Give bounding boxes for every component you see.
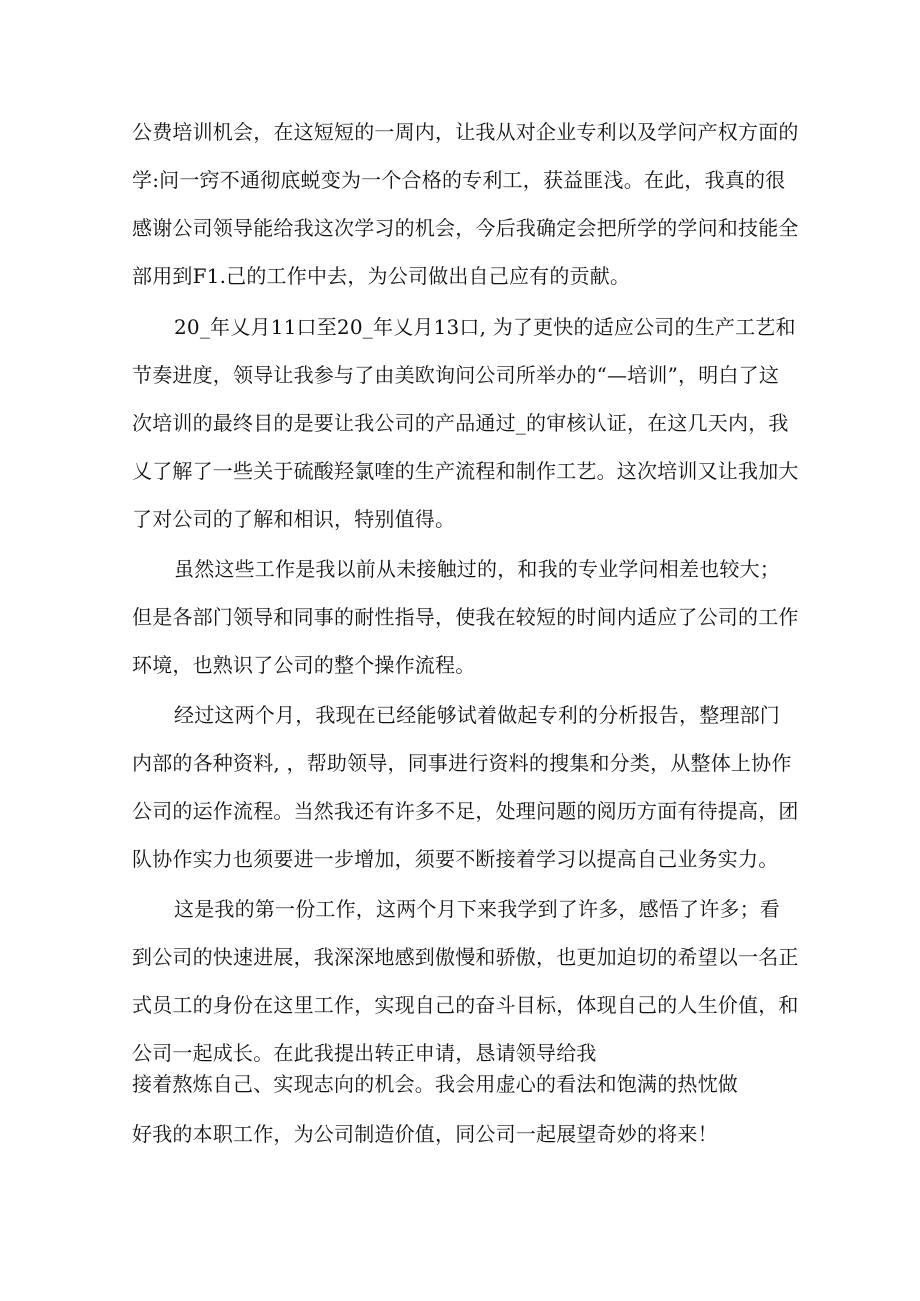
paragraph-line: 乂了解了一些关于硫酸羟氯喹的生产流程和制作工艺。这次培训又让我加大	[132, 459, 799, 483]
paragraph-line: 部用到F1.己的工作中去，为公司做出自己应有的贡献。	[132, 264, 631, 288]
paragraph-line: 公司一起成长。在此我提出转正申请，恳请领导给我	[132, 1041, 597, 1065]
paragraph-line: 接着熬炼自己、实现志向的机会。我会用虚心的看法和饱满的热忱做	[132, 1072, 738, 1096]
paragraph-line: 经过这两个月，我现在已经能够试着做起专利的分析报告，整理部门	[174, 703, 780, 727]
paragraph-line: 好我的本职工作，为公司制造价值，同公司一起展望奇妙的将来！	[132, 1122, 718, 1146]
paragraph-line: 20_年乂月11口至20_年乂月13口, 为了更快的适应公司的生产工艺和	[174, 315, 796, 339]
paragraph-line: 节奏进度，领导让我参与了由美欧询问公司所举办的“—培训”，明白了这	[132, 363, 780, 387]
paragraph-line: 学:问一窍不通彻底蜕变为一个合格的专利工，获益匪浅。在此，我真的很	[132, 168, 786, 192]
paragraph-line: 这是我的第一份工作，这两个月下来我学到了许多，感悟了许多；看	[174, 897, 780, 921]
paragraph-line: 但是各部门领导和同事的耐性指导，使我在较短的时间内适应了公司的工作	[132, 605, 799, 629]
paragraph-line: 式员工的身份在这里工作，实现自己的奋斗目标，体现自己的人生价值，和	[132, 993, 799, 1017]
paragraph-line: 环境，也熟识了公司的整个操作流程。	[132, 653, 476, 677]
paragraph-line: 公费培训机会，在这短短的一周内，让我从对企业专利以及学问产权方面的	[132, 120, 799, 144]
paragraph-line: 虽然这些工作是我以前从未接触过的，和我的专业学问相差也较大；	[174, 557, 780, 581]
paragraph-line: 内部的各种资料, ，帮助领导，同事进行资料的搜集和分类，从整体上协作	[132, 751, 792, 775]
paragraph-line: 了对公司的了解和相识，特别值得。	[132, 507, 456, 531]
paragraph-line: 次培训的最终目的是要让我公司的产品通过_的审核认证，在这几天内，我	[132, 411, 789, 435]
paragraph-line: 感谢公司领导能给我这次学习的机会，今后我确定会把所学的学问和技能全	[132, 216, 799, 240]
paragraph-line: 到公司的快速进展，我深深地感到傲慢和骄傲，也更加迫切的希望以一名正	[132, 945, 799, 969]
paragraph-line: 公司的运作流程。当然我还有许多不足，处理问题的阅历方面有待提高，团	[132, 799, 799, 823]
paragraph-line: 队协作实力也须要进一步增加，须要不断接着学习以提高自己业务实力。	[132, 847, 779, 871]
